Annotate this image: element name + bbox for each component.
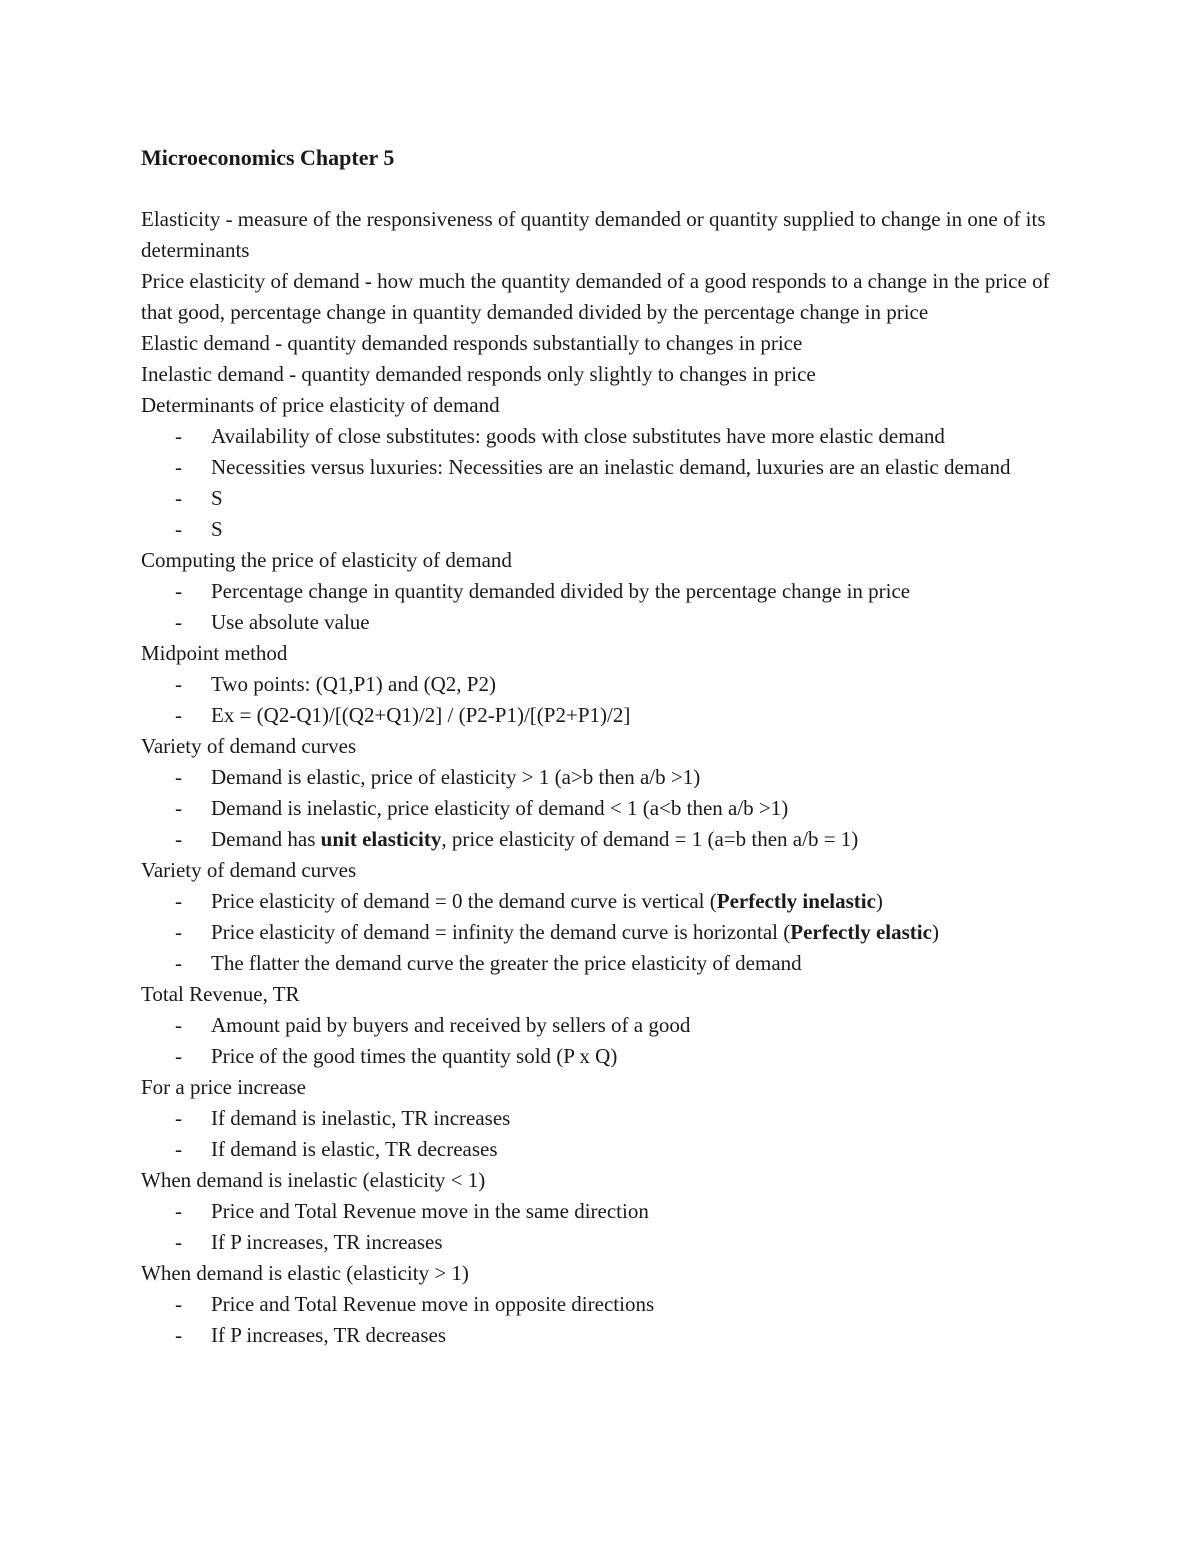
list-item [141, 793, 1061, 824]
bullet-dash: - [175, 610, 182, 634]
list-item-text: Demand is elastic, price of elasticity > 1 (a>b then a/b >1) [211, 765, 701, 789]
inelastic-case-list [141, 1196, 1061, 1258]
list-item [141, 669, 1061, 700]
list-item-text: Amount paid by buyers and received by sellers of a good [211, 1013, 691, 1037]
bullet-dash: - [175, 951, 182, 975]
bullet-dash: - [175, 455, 182, 479]
section-heading-elastic-case: When demand is elastic (elasticity > 1) [141, 1261, 469, 1285]
bullet-dash: - [175, 579, 182, 603]
section-heading-variety-2: Variety of demand curves [141, 858, 357, 882]
bullet-dash: - [175, 703, 182, 727]
section-heading-variety-1: Variety of demand curves [141, 734, 357, 758]
section-heading-inelastic-case: When demand is inelastic (elasticity < 1) [141, 1168, 486, 1192]
list-item [141, 1103, 1061, 1134]
document-page [141, 142, 1061, 1351]
list-item [141, 917, 1061, 948]
list-item-text-pre: Price elasticity of demand = 0 the demand curve is vertical ( [211, 889, 717, 913]
list-item-text: The flatter the demand curve the greater the price elasticity of demand [211, 951, 802, 975]
bullet-dash: - [175, 765, 182, 789]
list-item [141, 824, 1061, 855]
section-heading-midpoint: Midpoint method [141, 641, 288, 665]
list-item-text: Demand is inelastic, price elasticity of demand < 1 (a<b then a/b >1) [211, 796, 789, 820]
bullet-dash: - [175, 1292, 182, 1316]
definition-price-elasticity: Price elasticity of demand - how much the quantity demanded of a good responds to a change in the price of that good, percentage change in quantity demanded divided by the percentage change in price [141, 269, 1050, 324]
list-item-text: Percentage change in quantity demanded divided by the percentage change in price [211, 579, 911, 603]
variety-2-list [141, 886, 1061, 979]
definition-inelastic-demand: Inelastic demand - quantity demanded responds only slightly to changes in price [141, 362, 816, 386]
list-item [141, 1041, 1061, 1072]
bullet-dash: - [175, 1199, 182, 1223]
list-item-text: S [211, 517, 223, 541]
list-item [141, 514, 1061, 545]
price-increase-list [141, 1103, 1061, 1165]
bullet-dash: - [175, 1137, 182, 1161]
list-item-text-post: ) [875, 889, 883, 913]
section-heading-determinants: Determinants of price elasticity of demand [141, 393, 500, 417]
list-item [141, 576, 1061, 607]
midpoint-list [141, 669, 1061, 731]
page-title: Microeconomics Chapter 5 [141, 145, 395, 170]
bullet-dash: - [175, 889, 182, 913]
list-item-text: If demand is inelastic, TR increases [211, 1106, 511, 1130]
list-item-text: If P increases, TR decreases [211, 1323, 446, 1347]
list-item [141, 483, 1061, 514]
elastic-case-list [141, 1289, 1061, 1351]
list-item [141, 1196, 1061, 1227]
bullet-dash: - [175, 424, 182, 448]
list-item [141, 1134, 1061, 1165]
definition-elastic-demand: Elastic demand - quantity demanded responds substantially to changes in price [141, 331, 803, 355]
list-item-text-post: ) [931, 920, 939, 944]
bullet-dash: - [175, 1323, 182, 1347]
bullet-dash: - [175, 1106, 182, 1130]
determinants-list [141, 421, 1061, 545]
list-item [141, 421, 1061, 452]
list-item [141, 700, 1061, 731]
list-item-text: Price and Total Revenue move in opposite directions [211, 1292, 655, 1316]
bold-term-unit-elasticity: unit elasticity [320, 827, 442, 851]
list-item [141, 762, 1061, 793]
list-item-text-post: , price elasticity of demand = 1 (a=b then a/b = 1) [441, 827, 859, 851]
bullet-dash: - [175, 796, 182, 820]
bullet-dash: - [175, 1013, 182, 1037]
list-item-text: If P increases, TR increases [211, 1230, 443, 1254]
section-heading-computing: Computing the price of elasticity of demand [141, 548, 512, 572]
list-item [141, 1227, 1061, 1258]
list-item-text: Two points: (Q1,P1) and (Q2, P2) [211, 672, 496, 696]
list-item-text: Availability of close substitutes: goods with close substitutes have more elastic demand [211, 424, 945, 448]
list-item-text: Use absolute value [211, 610, 370, 634]
bullet-dash: - [175, 1230, 182, 1254]
list-item-text-pre: Demand has [211, 827, 321, 851]
list-item [141, 607, 1061, 638]
list-item-text: Ex = (Q2-Q1)/[(Q2+Q1)/2] / (P2-P1)/[(P2+P1)/2] [211, 703, 631, 727]
bullet-dash: - [175, 1044, 182, 1068]
definition-elasticity: Elasticity - measure of the responsiveness of quantity demanded or quantity supplied to change in one of its determinants [141, 207, 1046, 262]
list-item [141, 1010, 1061, 1041]
list-item [141, 886, 1061, 917]
bullet-dash: - [175, 920, 182, 944]
list-item [141, 452, 1061, 483]
list-item-text: Price of the good times the quantity sold (P x Q) [211, 1044, 618, 1068]
list-item-text: If demand is elastic, TR decreases [211, 1137, 498, 1161]
list-item [141, 948, 1061, 979]
variety-1-list [141, 762, 1061, 855]
list-item-text: S [211, 486, 223, 510]
section-heading-price-increase: For a price increase [141, 1075, 306, 1099]
section-heading-total-revenue: Total Revenue, TR [141, 982, 300, 1006]
bold-term-perfectly-elastic: Perfectly elastic [790, 920, 932, 944]
computing-list [141, 576, 1061, 638]
bold-term-perfectly-inelastic: Perfectly inelastic [716, 889, 876, 913]
total-revenue-list [141, 1010, 1061, 1072]
list-item-text: Price and Total Revenue move in the same direction [211, 1199, 649, 1223]
bullet-dash: - [175, 517, 182, 541]
list-item [141, 1320, 1061, 1351]
list-item-text-pre: Price elasticity of demand = infinity the demand curve is horizontal ( [211, 920, 791, 944]
list-item-text: Necessities versus luxuries: Necessities are an inelastic demand, luxuries are an elastic demand [211, 455, 1011, 479]
bullet-dash: - [175, 486, 182, 510]
bullet-dash: - [175, 672, 182, 696]
list-item [141, 1289, 1061, 1320]
bullet-dash: - [175, 827, 182, 851]
